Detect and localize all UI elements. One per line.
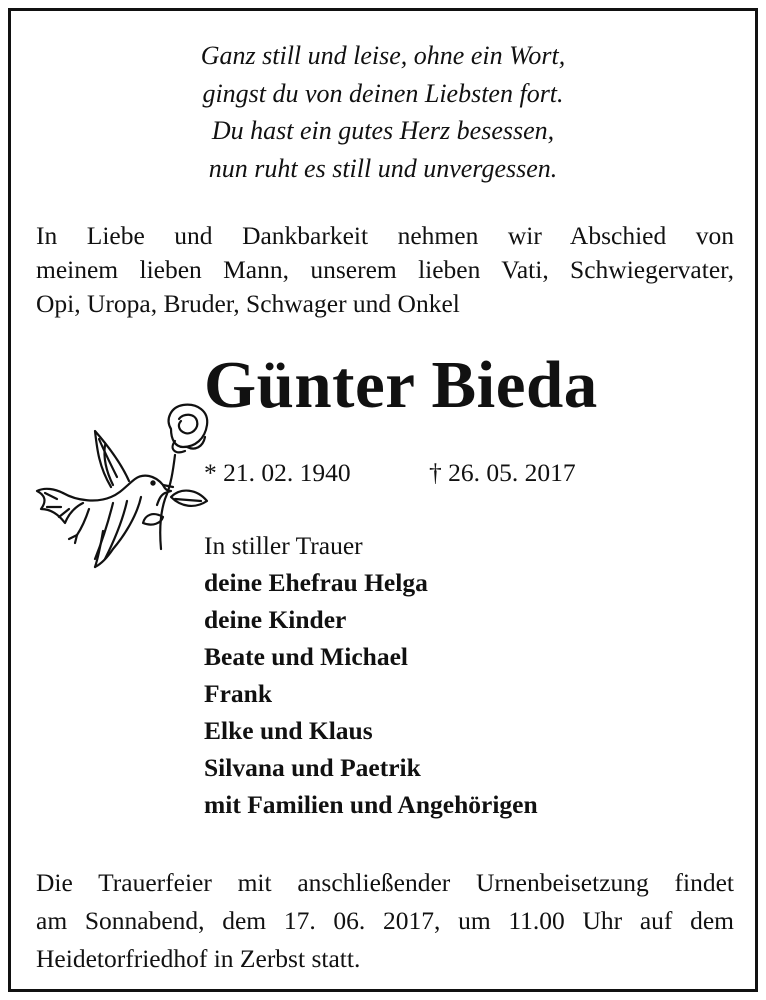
deceased-name: Günter Bieda xyxy=(204,348,598,422)
mourner-line: Beate und Michael xyxy=(204,642,408,671)
mourners-heading: In stiller Trauer xyxy=(204,531,363,560)
funeral-service-info xyxy=(36,864,734,978)
service-line-1: Die Trauerfeier mit anschließender Urnenbeisetzung findet xyxy=(36,868,734,897)
poem-line-1: Ganz still und leise, ohne ein Wort, xyxy=(200,41,566,70)
mourners-list xyxy=(204,527,538,823)
mourner-line: deine Ehefrau Helga xyxy=(204,568,428,597)
intro-line-1: In Liebe und Dankbarkeit nehmen wir Abschied von xyxy=(36,221,734,250)
intro-line-3: Opi, Uropa, Bruder, Schwager und Onkel xyxy=(36,289,460,318)
dove-with-rose-icon xyxy=(25,389,211,579)
intro-paragraph xyxy=(36,219,734,321)
poem-line-4: nun ruht es still und unvergessen. xyxy=(208,153,558,183)
intro-line-2: meinem lieben Mann, unserem lieben Vati, Schwiegervater, xyxy=(36,255,734,284)
birth-date: * 21. 02. 1940 xyxy=(204,458,351,487)
mourner-line: Elke und Klaus xyxy=(204,716,373,745)
mourner-line: mit Familien und Angehörigen xyxy=(204,790,538,819)
mourner-line: deine Kinder xyxy=(204,605,347,634)
mourner-line: Silvana und Paetrik xyxy=(204,753,421,782)
death-date: † 26. 05. 2017 xyxy=(429,458,576,487)
obituary-notice xyxy=(8,8,758,992)
service-line-2: am Sonnabend, dem 17. 06. 2017, um 11.00 Uhr auf dem xyxy=(36,906,734,935)
poem-line-3: Du hast ein gutes Herz besessen, xyxy=(211,116,555,145)
mourner-line: Frank xyxy=(204,679,273,708)
poem-line-2: gingst du von deinen Liebsten fort. xyxy=(202,78,564,108)
service-line-3: Heidetorfriedhof in Zerbst statt. xyxy=(36,944,361,973)
memorial-poem xyxy=(11,37,755,187)
